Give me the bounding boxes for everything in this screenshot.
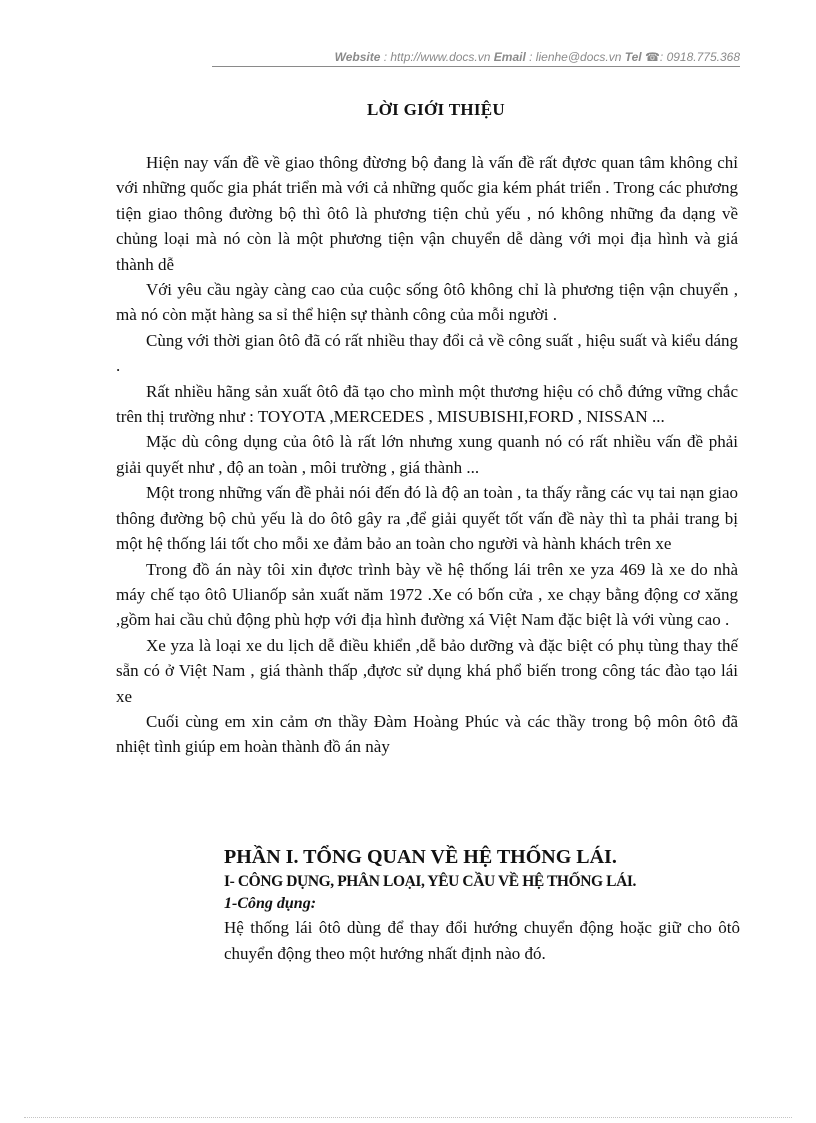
paragraph: Mặc dù công dụng của ôtô là rất lớn nhưng xung quanh nó có rất nhiều vấn đề phải giải quyết như , độ an toàn , môi trường , giá thành ... xyxy=(116,432,738,477)
tel-value: ☎: 0918.775.368 xyxy=(644,50,740,64)
sub-heading: 1-Công dụng: xyxy=(224,895,317,912)
section-text: Hệ thống lái ôtô dùng để thay đổi hướng chuyển động hoặc giữ cho ôtô chuyển động theo một hướng nhất định nào đó. xyxy=(224,918,740,963)
website-value: : http://www.docs.vn xyxy=(383,50,491,64)
paragraph: Hiện nay vấn đề về giao thông đừơng bộ đang là vấn đề rất đựơc quan tâm không chỉ với những quốc gia phát triển mà với cả những quốc gia kém phát triển . Trong các phương tiện giao thông đường bộ thì ôtô là phương tiện chủ yếu , nó không những đa dạng về chủng loại mà nó còn là một phương tiện vận chuyển dễ dàng với mọi địa hình và giá thành dễ xyxy=(116,153,738,274)
page-title: LỜI GIỚI THIỆU xyxy=(366,100,506,119)
paragraph: Trong đồ án này tôi xin đựơc trình bày về hệ thống lái trên xe yza 469 là xe do nhà máy chế tạo ôtô Ulianốp sản xuất năm 1972 .Xe có bốn cửa , xe chạy bằng động cơ xăng ,gồm hai cầu chủ động phù hợp với địa hình đường xá Việt Nam đặc biệt là với vùng cao . xyxy=(116,559,738,630)
paragraph: Một trong những vấn đề phải nói đến đó là độ an toàn , ta thấy rằng các vụ tai nạn giao thông đường bộ chủ yếu là do ôtô gây ra ,để giải quyết tốt vấn đề này thì ta phải trang bị một hệ thống lái tốt cho mỗi xe đảm bảo an toàn cho người và hành khách trên xe xyxy=(116,483,738,554)
footer-rule xyxy=(24,1117,792,1118)
paragraph: Cuối cùng em xin cảm ơn thầy Đàm Hoàng Phúc và các thầy trong bộ môn ôtô đã nhiệt tình giúp em hoàn thành đồ án này xyxy=(116,711,738,757)
intro-body xyxy=(116,150,738,760)
paragraph: Rất nhiều hãng sản xuất ôtô đã tạo cho mình một thương hiệu có chỗ đứng vững chắc trên thị trường như : TOYOTA ,MERCEDES , MISUBISHI,FORD , NISSAN ... xyxy=(116,381,738,427)
website-label: Website xyxy=(334,50,381,64)
email-value: : lienhe@docs.vn xyxy=(529,50,622,64)
page-header xyxy=(212,50,740,67)
paragraph: Xe yza là loại xe du lịch dễ điều khiển ,dễ bảo dưỡng và đặc biệt có phụ tùng thay thế sẵn có ở Việt Nam , giá thành thấp ,đựơc sử dụng khá phổ biến trong công tác đào tạo lái xe xyxy=(116,635,738,706)
email-label: Email xyxy=(493,50,526,64)
paragraph: Với yêu cầu ngày càng cao của cuộc sống ôtô không chỉ là phương tiện vận chuyển , mà nó còn mặt hàng sa sỉ thể hiện sự thành công của mỗi người . xyxy=(116,280,738,325)
section-overview xyxy=(224,843,740,967)
paragraph: Cùng với thời gian ôtô đã có rất nhiều thay đổi cả về công suất , hiệu suất và kiểu dáng . xyxy=(116,330,738,376)
part-title: PHẦN I. TỔNG QUAN VỀ HỆ THỐNG LÁI. xyxy=(224,846,617,868)
section-subtitle: I- CÔNG DỤNG, PHÂN LOẠI, YÊU CẦU VỀ HỆ THỐNG LÁI. xyxy=(224,873,637,890)
tel-label: Tel xyxy=(624,50,642,64)
